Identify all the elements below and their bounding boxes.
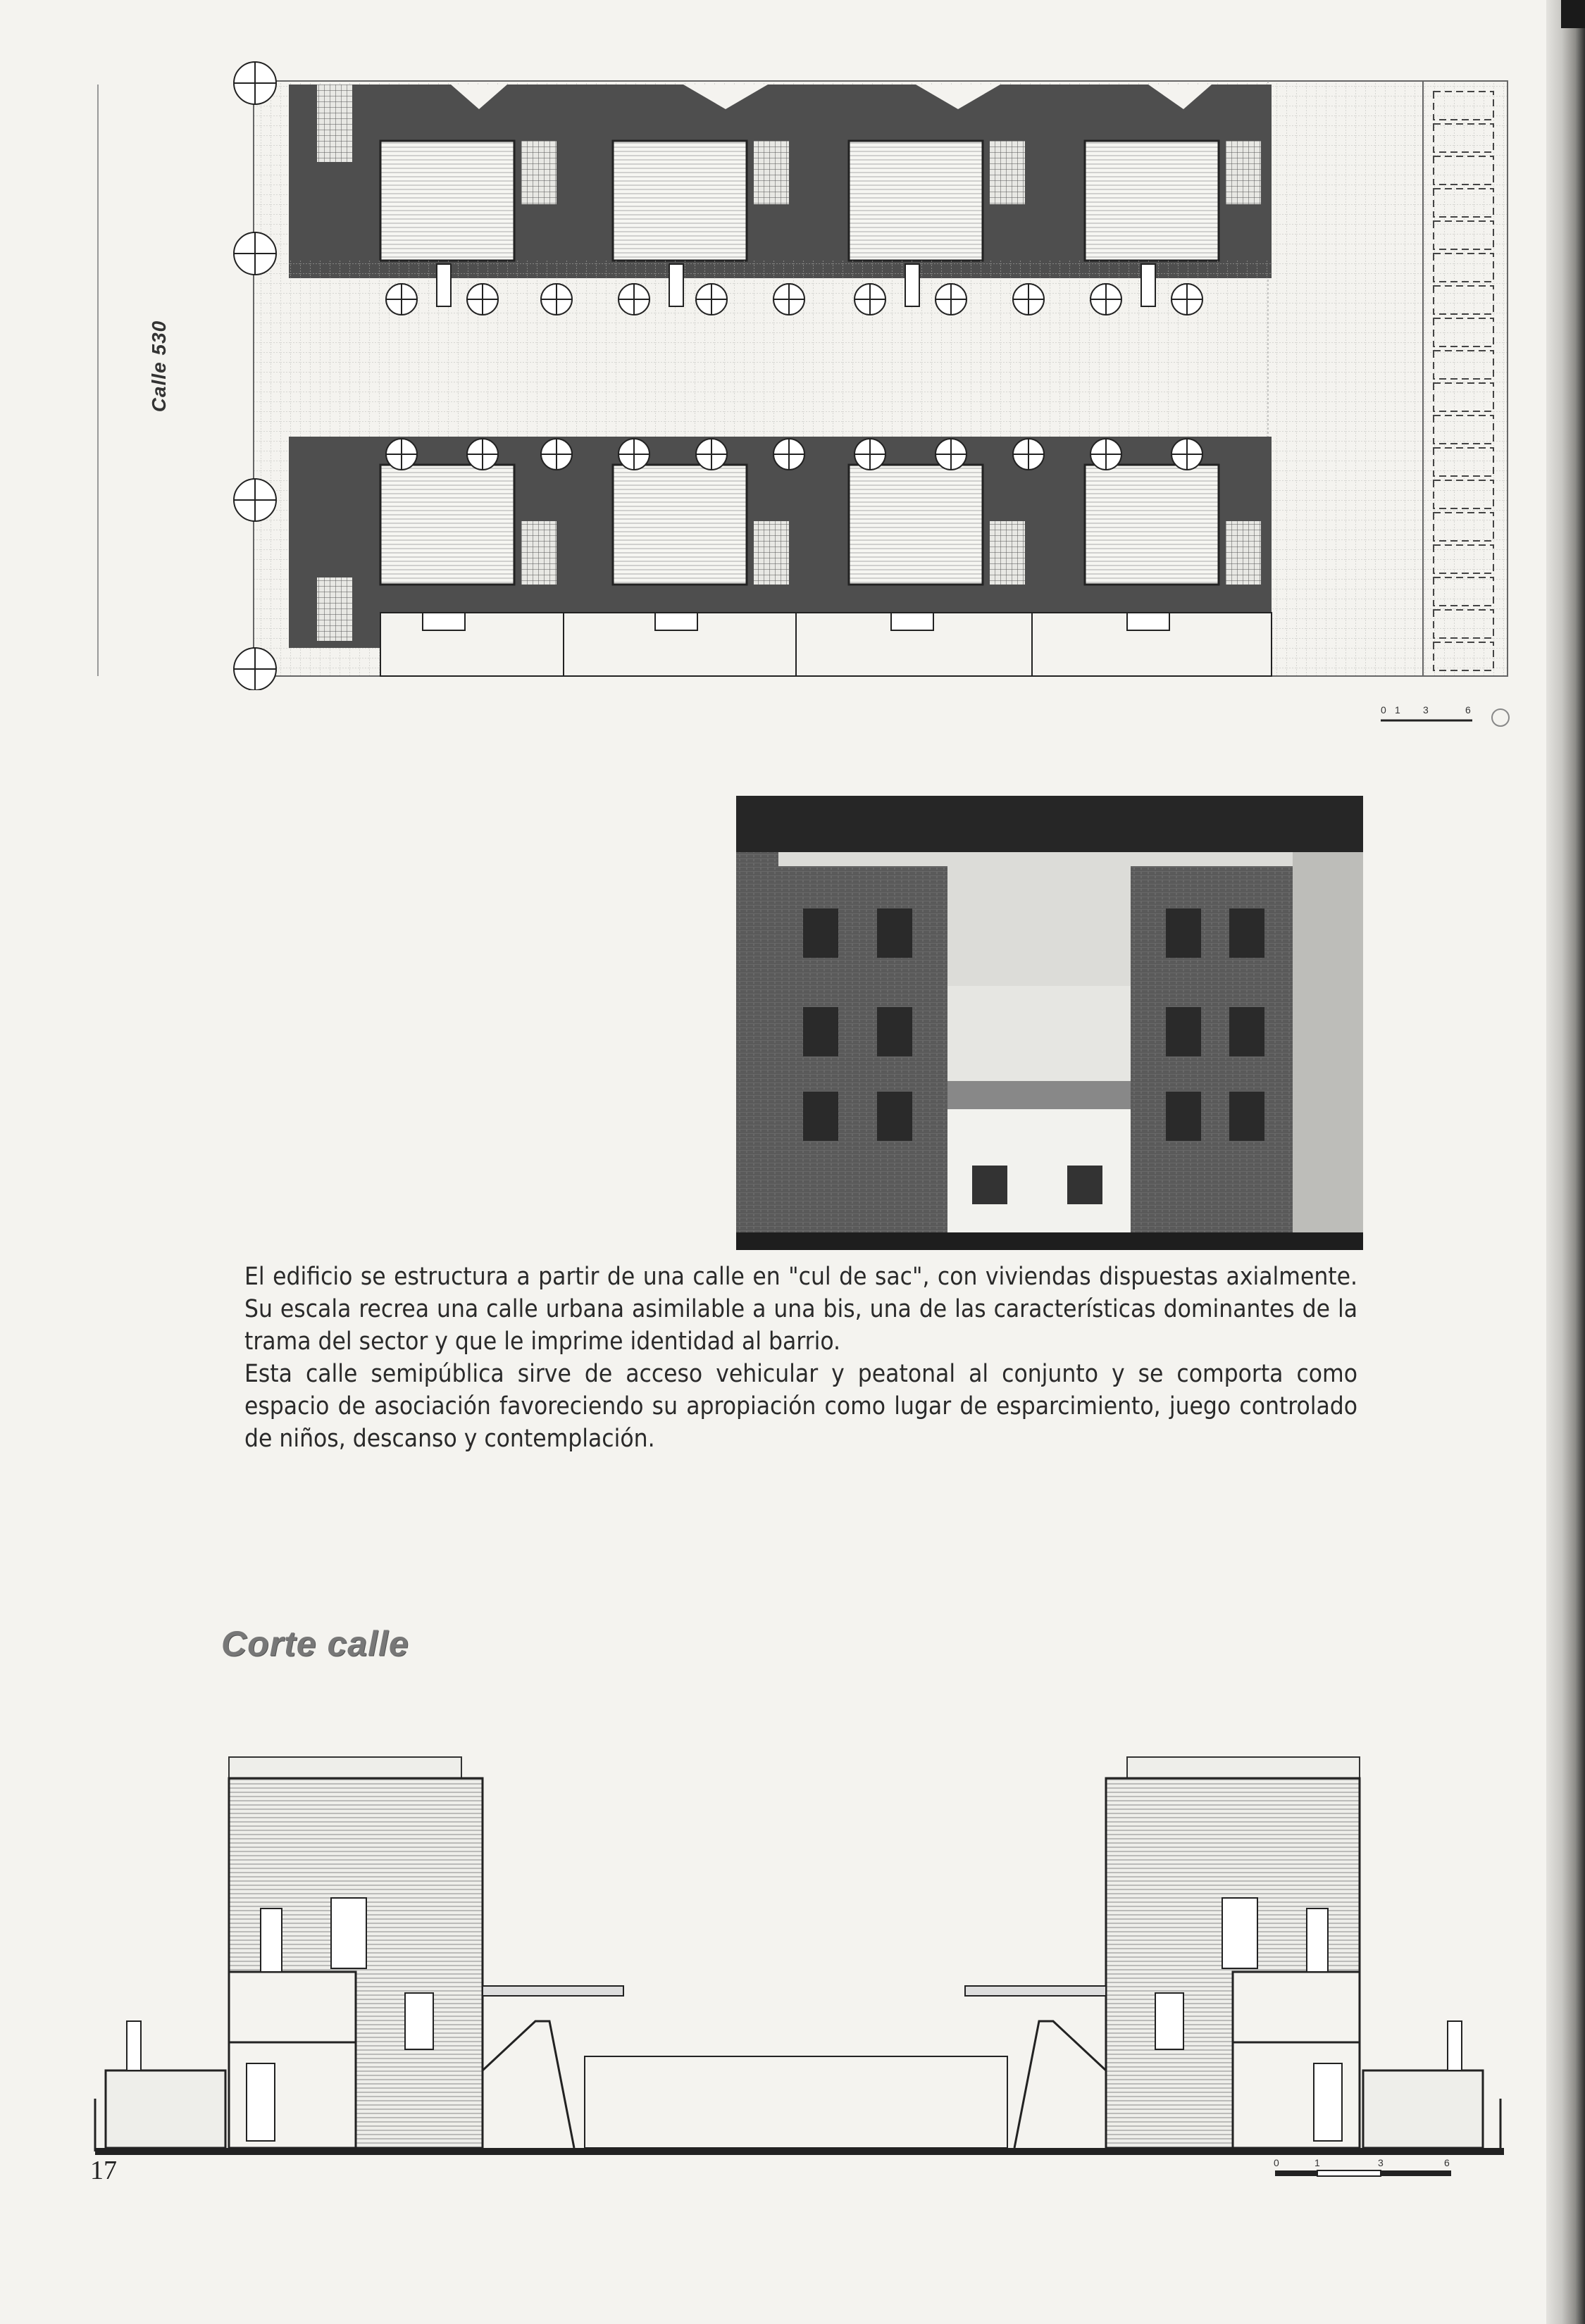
page-edge-shadow — [1546, 0, 1585, 2324]
plan-scale-label-3: 3 — [1423, 704, 1429, 716]
plan-scale-bar — [1374, 701, 1515, 729]
section-building-right — [965, 1757, 1483, 2148]
north-arrow-icon — [1492, 709, 1509, 726]
body-paragraph-2: Esta calle semipública sirve de acceso vehicular y peatonal al conjunto y se comporta como espacio de asociación favoreciendo su apropiación como lugar de esparcimiento, juego controlado de niños, descanso y contemplación. — [244, 1360, 1357, 1453]
page-edge-corner — [1561, 0, 1585, 28]
plan-scale-label-1: 1 — [1395, 704, 1400, 716]
plan-scale-label-6: 6 — [1465, 704, 1471, 716]
section-scale-bar — [1268, 2155, 1458, 2183]
street-section-drawing — [85, 1739, 1515, 2176]
section-scale-label-6: 6 — [1444, 2157, 1450, 2168]
plan-block-top — [289, 85, 1272, 306]
street-label-text: Calle 530 — [148, 320, 170, 413]
plan-block-bottom — [289, 437, 1272, 676]
section-title: Corte calle — [221, 1624, 409, 1663]
photo-rendering — [736, 796, 1363, 1250]
body-text — [244, 1261, 1357, 1455]
section-scale-label-1: 1 — [1314, 2157, 1320, 2168]
page-number: 17 — [90, 2156, 117, 2185]
section-scale-label-3: 3 — [1378, 2157, 1384, 2168]
floor-plan-drawing — [211, 56, 1522, 690]
section-scale-label-0: 0 — [1274, 2157, 1279, 2168]
margin-rule — [97, 85, 99, 676]
body-paragraph-1: El edificio se estructura a partir de una calle en "cul de sac", con viviendas dispuestas axialmente. Su escala recrea una calle urbana asimilable a una bis, una de las características dominantes de la trama del sector y que le imprime identidad al barrio. — [244, 1263, 1357, 1356]
section-building-left — [106, 1757, 623, 2148]
courtyard-photograph — [736, 796, 1363, 1250]
plan-scale-label-0: 0 — [1381, 704, 1386, 716]
